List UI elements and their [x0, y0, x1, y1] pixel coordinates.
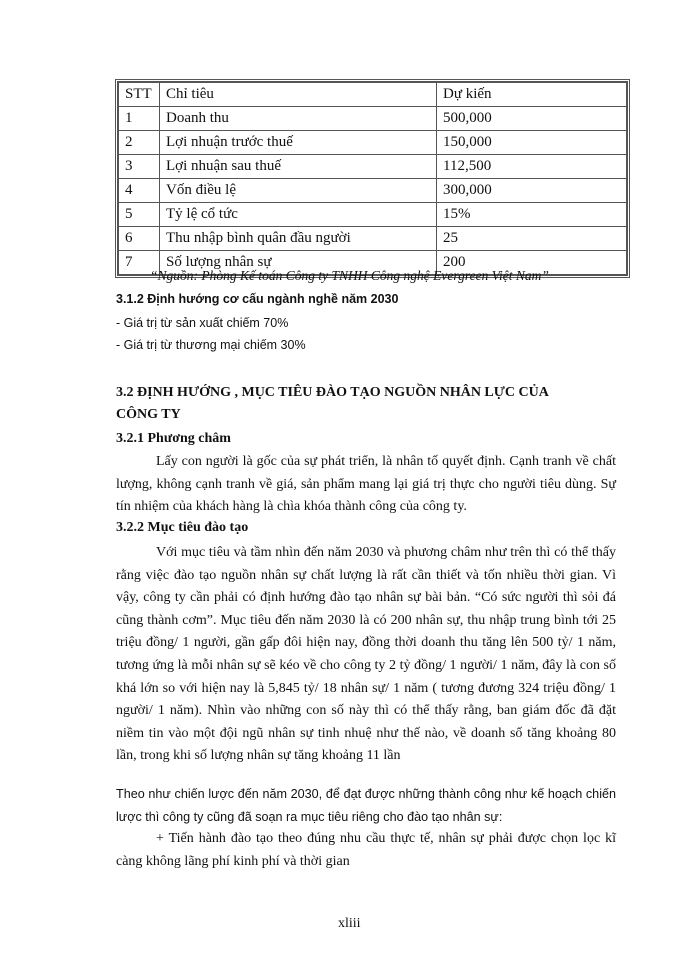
table-cell: 1: [119, 107, 160, 131]
paragraph-322-1: Với mục tiêu và tầm nhìn đến năm 2030 và phương châm như trên thì có thể thấy rằng việc đào tạo nguồn nhân sự chất lượng là rất cần thiết và tốn nhiều thời gian. Vì vậy, công ty cần phải có định hướng đào tạo nhân sự bài bản. “Có sức người thì sỏi đá cũng thành cơm”. Mục tiêu đến năm 2030 là có 200 nhân sự, thu nhập trung bình tới 25 triệu đồng/ 1 người, gần gấp đôi hiện nay, đồng thời doanh thu tăng lên 500 tỷ/ 1 năm, tương ứng là mỗi nhân sự sẽ kéo về cho công ty 2 tỷ đồng/ 1 người/ 1 năm, đây là con số khá lớn so với hiện nay là 5,845 tỷ/ 18 nhân sự/ 1 năm ( tương đương 324 triệu đồng/ 1 người/ 1 năm). Nhìn vào những con số này thì có thể thấy rằng, ban giám đốc đã đặt niềm tin vào một đội ngũ nhân sự tinh nhuệ như thế nào, về doanh số tăng khoảng 80 lần, trong khi số lượng nhân sự tăng khoảng 11 lần: [116, 545, 616, 764]
section-heading-322: 3.2.2 Mục tiêu đào tạo: [116, 520, 249, 535]
table-cell: 300,000: [437, 179, 627, 203]
table-header-row: [119, 83, 627, 107]
paragraph-322-2: Theo như chiến lược đến năm 2030, để đạt được những thành công như kế hoạch chiến lược thì công ty cũng đã soạn ra mục tiêu riêng cho đào tạo nhân sự:: [116, 787, 616, 824]
section-heading-32-line2: CÔNG TY: [116, 407, 181, 422]
table-row: [119, 107, 627, 131]
bullet-item: - Giá trị từ sản xuất chiếm 70%: [116, 316, 289, 330]
section-heading-32-line1: 3.2 ĐỊNH HƯỚNG , MỤC TIÊU ĐÀO TẠO NGUỒN NHÂN LỰC CỦA: [116, 385, 549, 400]
table-cell: 112,500: [437, 155, 627, 179]
table-row: [119, 203, 627, 227]
table-row: [119, 227, 627, 251]
page-number: xliii: [338, 916, 361, 931]
table-cell: 3: [119, 155, 160, 179]
table-row: [119, 179, 627, 203]
target-table-grid: [118, 82, 627, 275]
header-cell-dukien: Dự kiến: [437, 83, 627, 107]
table-cell: Lợi nhuận trước thuế: [160, 131, 437, 155]
header-cell-chitieu: Chỉ tiêu: [160, 83, 437, 107]
header-cell-stt: STT: [119, 83, 160, 107]
bullet-item: - Giá trị từ thương mại chiếm 30%: [116, 338, 306, 352]
paragraph-321: Lấy con người là gốc của sự phát triển, là nhân tố quyết định. Cạnh tranh về chất lượng, không cạnh tranh về giá, sản phẩm mang lại giá trị thực cho người tiêu dùng. Sự tín nhiệm của khách hàng là chìa khóa thành công của công ty.: [116, 454, 616, 515]
table-caption: “Nguồn: Phòng Kế toán Công ty TNHH Công nghệ Evergreen Việt Nam”: [150, 268, 549, 283]
table-cell: 15%: [437, 203, 627, 227]
section-heading-321: 3.2.1 Phương châm: [116, 431, 231, 446]
table-row: [119, 131, 627, 155]
table-cell: Số lượng nhân sự: [160, 251, 437, 275]
table-cell: 500,000: [437, 107, 627, 131]
paragraph-322-3: + Tiến hành đào tạo theo đúng nhu cầu thực tế, nhân sự phải được chọn lọc kĩ càng không lãng phí kinh phí và thời gian: [116, 831, 616, 869]
table-cell: 150,000: [437, 131, 627, 155]
table-cell: Doanh thu: [160, 107, 437, 131]
table-cell: 6: [119, 227, 160, 251]
target-table: [115, 79, 630, 278]
table-cell: Lợi nhuận sau thuế: [160, 155, 437, 179]
section-heading-312: 3.1.2 Định hướng cơ cấu ngành nghề năm 2030: [116, 292, 399, 306]
table-cell: 2: [119, 131, 160, 155]
table-cell: 25: [437, 227, 627, 251]
table-cell: 5: [119, 203, 160, 227]
table-cell: 4: [119, 179, 160, 203]
table-cell: 200: [437, 251, 627, 275]
table-cell: Vốn điều lệ: [160, 179, 437, 203]
table-cell: 7: [119, 251, 160, 275]
table-cell: Thu nhập bình quân đầu người: [160, 227, 437, 251]
table-cell: Tỷ lệ cổ tức: [160, 203, 437, 227]
table-row: [119, 155, 627, 179]
